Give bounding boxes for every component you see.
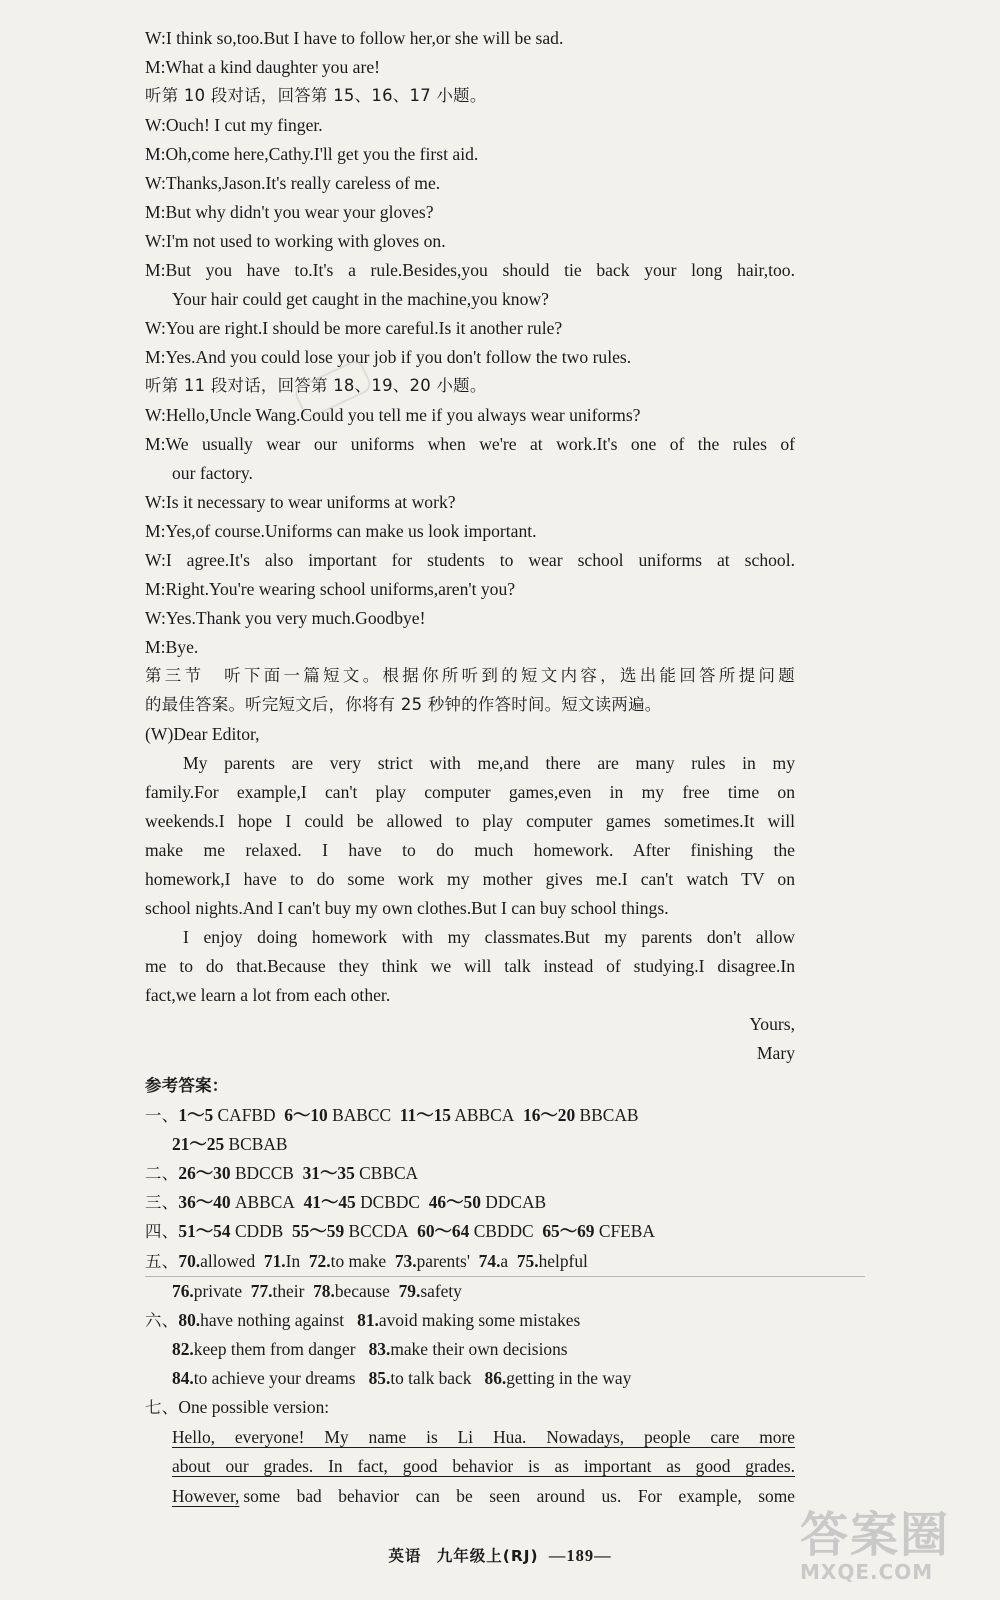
dialogue-line: our factory. bbox=[172, 463, 253, 483]
section-heading: 第三节 听下面一篇短文。根据你所听到的短文内容，选出能回答所提问题 bbox=[145, 666, 795, 685]
dialogue-line: W:You are right.I should be more careful.Is it another rule? bbox=[145, 318, 563, 338]
dialogue-line: M:Yes,of course.Uniforms can make us look important. bbox=[145, 521, 537, 541]
letter-salutation: (W)Dear Editor, bbox=[145, 724, 260, 744]
answer-row-5: 五、70.allowed 71.In 72.to make 73.parents' 74.a 75.helpful bbox=[145, 1251, 588, 1271]
answer-row-6b: 82.keep them from danger 83.make their own decisions bbox=[172, 1339, 568, 1359]
essay-line: Hello, everyone! My name is Li Hua. Nowadays, people care more bbox=[172, 1427, 795, 1447]
letter-line: me to do that.Because they think we will talk instead of studying.I disagree.In bbox=[145, 956, 795, 976]
answer-row-6c: 84.to achieve your dreams 85.to talk back 86.getting in the way bbox=[172, 1368, 632, 1388]
dialogue-line: M:Yes.And you could lose your job if you don't follow the two rules. bbox=[145, 347, 632, 367]
answer-row-5b: 76.private 77.their 78.because 79.safety bbox=[172, 1281, 462, 1301]
letter-line: I enjoy doing homework with my classmates.But my parents don't allow bbox=[183, 927, 795, 947]
answer-row-7: 七、One possible version: bbox=[145, 1397, 330, 1417]
answer-row-3: 三、36～40 ABBCA 41～45 DCBDC 46～50 DDCAB bbox=[145, 1192, 547, 1212]
essay-line: about our grades. In fact, good behavior is as important as good grades. bbox=[172, 1456, 795, 1476]
answer-row-4: 四、51～54 CDDB 55～59 BCCDA 60～64 CBDDC 65～69 CFEBA bbox=[145, 1221, 655, 1241]
dialogue-line: M:Bye. bbox=[145, 637, 199, 657]
letter-line: make me relaxed. I have to do much homework. After finishing the bbox=[145, 840, 795, 860]
answer-row-1b: 21～25 BCBAB bbox=[172, 1134, 288, 1154]
dialogue-line: W:I think so,too.But I have to follow her,or she will be sad. bbox=[145, 28, 564, 48]
essay-line: However, some bad behavior can be seen around us. For example, some bbox=[172, 1486, 795, 1506]
answer-row-6: 六、80.have nothing against 81.avoid making some mistakes bbox=[145, 1310, 581, 1330]
watermark-logo: 答案圈 MXQE.COM bbox=[800, 1507, 951, 1584]
dialogue-line: W:Yes.Thank you very much.Goodbye! bbox=[145, 608, 426, 628]
dialogue-line: W:Ouch! I cut my finger. bbox=[145, 115, 323, 135]
answer-row-2: 二、26～30 BDCCB 31～35 CBBCA bbox=[145, 1163, 419, 1183]
answer-key-heading: 参考答案： bbox=[145, 1076, 229, 1095]
letter-line: family.For example,I can't play computer games,even in my free time on bbox=[145, 782, 795, 802]
dialogue-line: W:Thanks,Jason.It's really careless of me. bbox=[145, 173, 441, 193]
dialogue-line: M:Oh,come here,Cathy.I'll get you the first aid. bbox=[145, 144, 479, 164]
section-heading: 的最佳答案。听完短文后，你将有 25 秒钟的作答时间。短文读两遍。 bbox=[145, 695, 662, 714]
section-instruction: 听第 10 段对话，回答第 15、16、17 小题。 bbox=[145, 86, 487, 105]
dialogue-line: M:But why didn't you wear your gloves? bbox=[145, 202, 434, 222]
letter-closing: Yours, bbox=[749, 1014, 795, 1034]
dialogue-line: M:What a kind daughter you are! bbox=[145, 57, 380, 77]
letter-line: fact,we learn a lot from each other. bbox=[145, 985, 391, 1005]
dialogue-line: M:But you have to.It's a rule.Besides,you should tie back your long hair,too. bbox=[145, 260, 795, 280]
dialogue-line: M:Right.You're wearing school uniforms,aren't you? bbox=[145, 579, 516, 599]
letter-line: homework,I have to do some work my mother gives me.I can't watch TV on bbox=[145, 869, 795, 889]
divider bbox=[145, 1276, 865, 1277]
dialogue-line: Your hair could get caught in the machine,you know? bbox=[172, 289, 549, 309]
page-footer: 英语 九年级上(RJ) —189— bbox=[388, 1546, 612, 1565]
dialogue-line: W:I'm not used to working with gloves on. bbox=[145, 231, 446, 251]
dialogue-line: W:Hello,Uncle Wang.Could you tell me if you always wear uniforms? bbox=[145, 405, 641, 425]
section-instruction: 听第 11 段对话，回答第 18、19、20 小题。 bbox=[145, 376, 487, 395]
dialogue-line: W:I agree.It's also important for students to wear school uniforms at school. bbox=[145, 550, 795, 570]
letter-line: weekends.I hope I could be allowed to play computer games sometimes.It will bbox=[145, 811, 795, 831]
answer-row-1: 一、1～5 CAFBD 6～10 BABCC 11～15 ABBCA 16～20 BBCAB bbox=[145, 1105, 639, 1125]
dialogue-line: W:Is it necessary to wear uniforms at work? bbox=[145, 492, 456, 512]
letter-line: school nights.And I can't buy my own clothes.But I can buy school things. bbox=[145, 898, 669, 918]
letter-line: My parents are very strict with me,and there are many rules in my bbox=[183, 753, 795, 773]
letter-signature: Mary bbox=[756, 1043, 795, 1063]
dialogue-line: M:We usually wear our uniforms when we're at work.It's one of the rules of bbox=[145, 434, 795, 454]
